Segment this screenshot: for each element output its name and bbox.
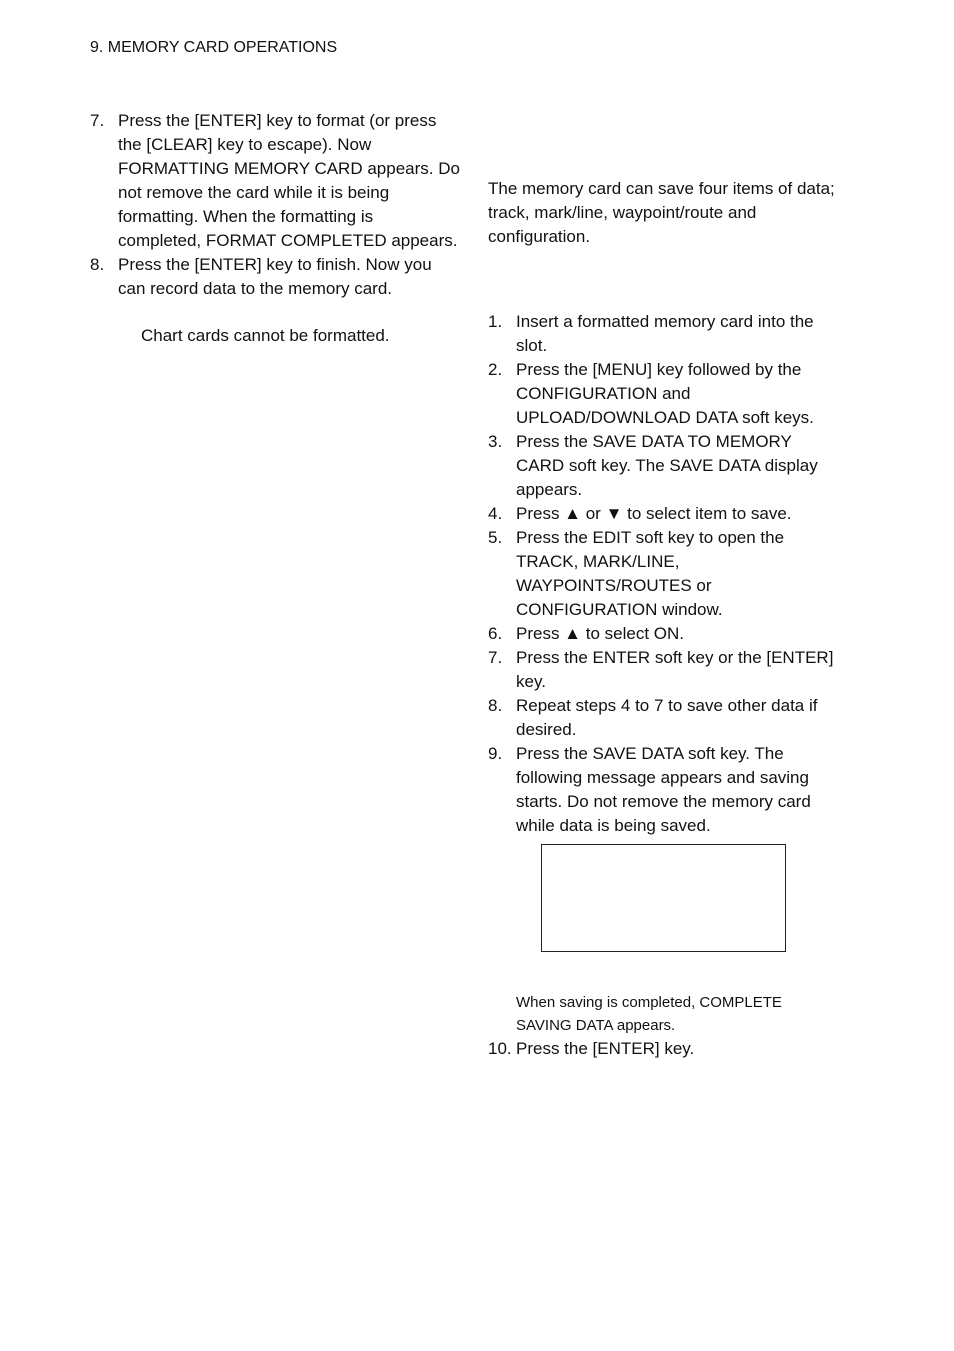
step-number: 5. [488,528,503,547]
step-item [488,694,838,742]
step-text: Press the SAVE DATA TO MEMORY CARD soft key. The SAVE DATA display appears. [516,432,818,499]
note-text: Chart cards cannot be formatted. [141,326,390,345]
step-number: 1. [488,312,503,331]
step-number: 7. [488,648,503,667]
step-number: 9. [488,744,503,763]
step-item [488,430,838,502]
step-text: Press ▲ or ▼ to select item to save. [516,504,792,523]
step-text: Press the [ENTER] key to format (or press the [CLEAR] key to escape). Now FORMATTING MEMORY CARD appears. Do not remove the card while it is being formatting. When the formatting is completed, FORMAT COMPLETED appears. [118,111,460,250]
message-box-figure [541,844,786,952]
step-number: 8. [90,255,105,274]
step-item [488,502,838,526]
step-item [488,310,838,358]
step-number: 4. [488,504,503,523]
step-text: Press the [MENU] key followed by the CONFIGURATION and UPLOAD/DOWNLOAD DATA soft keys. [516,360,814,427]
step-item [488,742,838,838]
step-item [488,526,838,622]
step-item [488,358,838,430]
step-item [488,1037,838,1061]
step-number: 8. [488,696,503,715]
after-box-note: When saving is completed, COMPLETE SAVING DATA appears. [516,994,782,1034]
step-item [90,109,460,253]
step-text: Press the EDIT soft key to open the TRACK, MARK/LINE, WAYPOINTS/ROUTES or CONFIGURATION window. [516,528,785,619]
step-text: Press the ENTER soft key or the [ENTER] key. [516,648,834,691]
step-number: 7. [90,111,105,130]
step-text: Repeat steps 4 to 7 to save other data if desired. [516,696,818,739]
step-text: Insert a formatted memory card into the slot. [516,312,814,355]
step-text: Press the SAVE DATA soft key. The following message appears and saving starts. Do not remove the memory card while data is being saved. [516,744,811,835]
step-number: 6. [488,624,503,643]
step-text: Press the [ENTER] key to finish. Now you can record data to the memory card. [118,255,432,298]
step-text: Press the [ENTER] key. [516,1039,695,1058]
left-column [90,109,460,348]
intro-paragraph: The memory card can save four items of data; track, mark/line, waypoint/route and configuration. [488,179,835,246]
step-number: 10. [488,1039,512,1058]
step-item [90,253,460,301]
right-column [488,177,838,1061]
step-number: 2. [488,360,503,379]
step-text: Press ▲ to select ON. [516,624,684,643]
step-item [488,646,838,694]
step-number: 3. [488,432,503,451]
page-header: 9. MEMORY CARD OPERATIONS [90,39,338,56]
step-item [488,622,838,646]
